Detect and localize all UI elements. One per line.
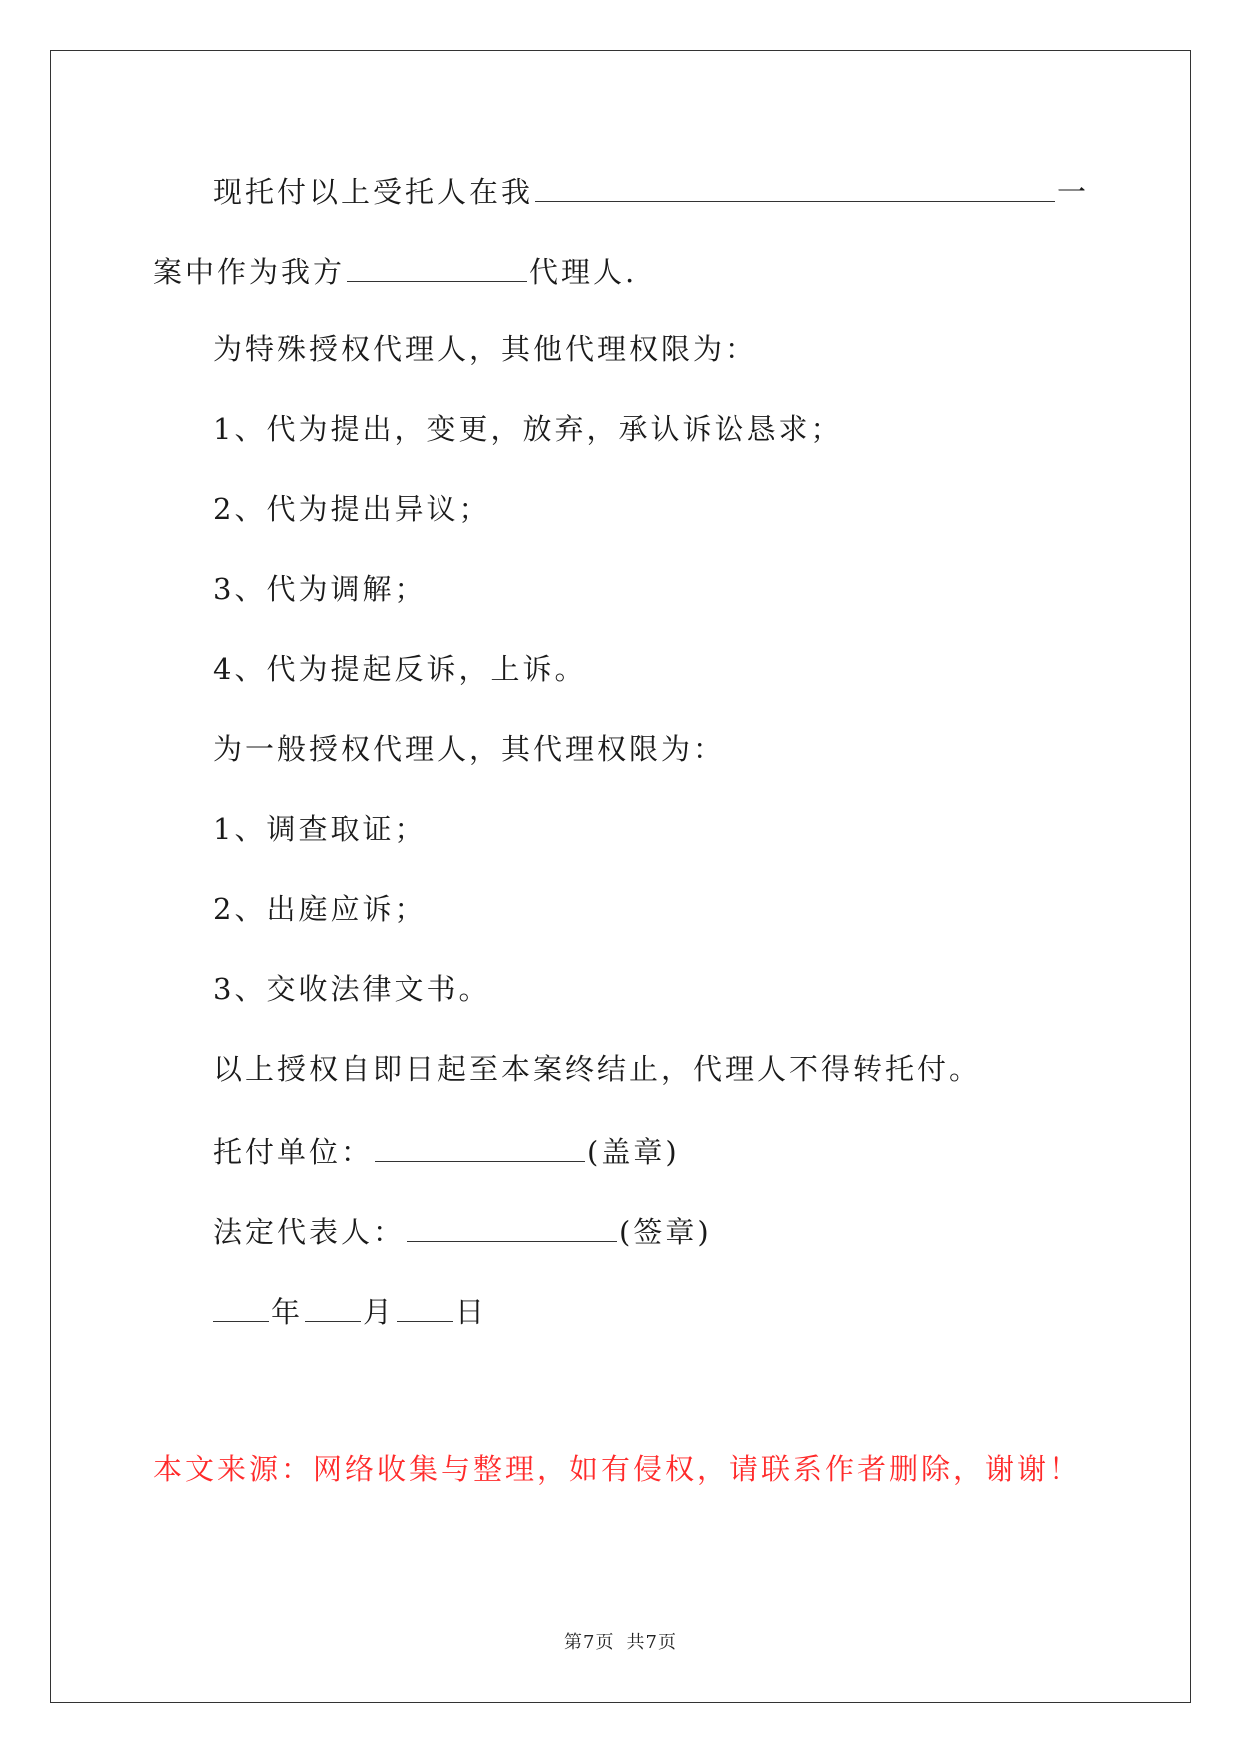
special-item-1: 1、代为提出，变更，放弃，承认诉讼恳求； [213, 412, 843, 446]
year-label: 年 [271, 1295, 304, 1329]
special-item-3: 3、代为调解； [213, 572, 427, 606]
representative-signature-line [213, 1215, 712, 1247]
source-notice: 本文来源：网络收集与整理，如有侵权，请联系作者删除，谢谢！ [153, 1452, 1082, 1486]
representative-blank[interactable] [407, 1215, 617, 1242]
representative-label: 法定代表人： [213, 1215, 406, 1249]
date-line [213, 1295, 487, 1327]
page-footer [0, 1628, 1241, 1654]
special-item-4: 4、代为提起反诉，上诉。 [213, 652, 587, 686]
party-role-blank[interactable] [347, 255, 527, 282]
principal-seal-note: (盖章) [587, 1135, 680, 1169]
entrustment-line-2 [153, 255, 637, 287]
entrustment-role-text: 案中作为我方 [153, 255, 346, 289]
day-blank[interactable] [397, 1295, 453, 1322]
month-label: 月 [363, 1295, 396, 1329]
general-item-3: 3、交收法律文书。 [213, 972, 491, 1006]
principal-label: 托付单位： [213, 1135, 374, 1169]
special-item-2: 2、代为提出异议； [213, 492, 491, 526]
total-pages: 共7页 [626, 1632, 677, 1653]
validity-statement: 以上授权自即日起至本案终结止，代理人不得转托付。 [213, 1052, 982, 1086]
agent-text: 代理人. [529, 255, 638, 289]
day-label: 日 [455, 1295, 488, 1329]
principal-signature-line [213, 1135, 680, 1167]
entrustment-text-end: 一 [1057, 175, 1090, 209]
special-authority-heading: 为特殊授权代理人，其他代理权限为： [213, 332, 758, 366]
principal-blank[interactable] [375, 1135, 585, 1162]
representative-seal-note: (签章) [619, 1215, 712, 1249]
general-item-1: 1、调查取证； [213, 812, 427, 846]
month-blank[interactable] [305, 1295, 361, 1322]
general-authority-heading: 为一般授权代理人，其代理权限为： [213, 732, 726, 766]
case-name-blank[interactable] [535, 175, 1055, 202]
year-blank[interactable] [213, 1295, 269, 1322]
entrustment-text: 现托付以上受托人在我 [213, 175, 534, 209]
general-item-2: 2、出庭应诉； [213, 892, 427, 926]
entrustment-line-1 [213, 175, 1089, 207]
current-page: 第7页 [564, 1632, 615, 1653]
